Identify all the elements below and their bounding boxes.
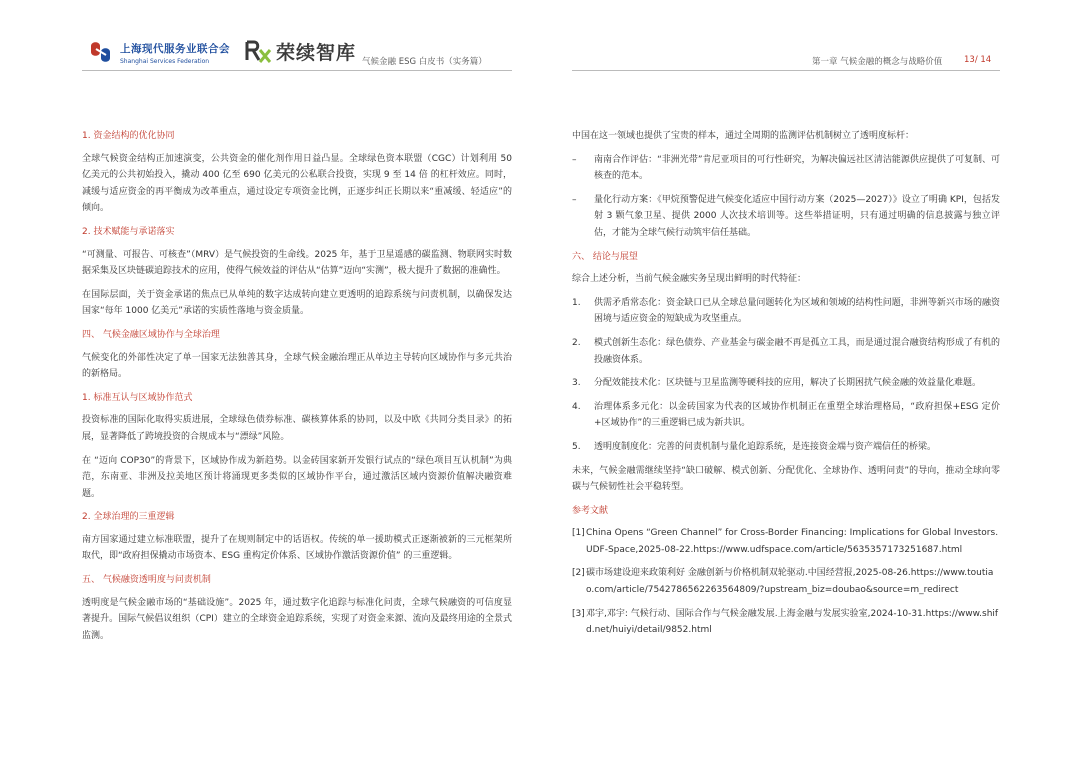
reference-marker: [1] (572, 528, 585, 539)
paragraph: “可测量、可报告、可核查”（MRV）是气候投资的生命线。2025 年，基于卫星遥感的碳监测、物联网实时数据采集及区块链碳追踪技术的应用，使得气候效益的评估从“估算”迈向“实测”，极大提升了数据的准确性。 (82, 249, 512, 277)
federation-name (120, 41, 230, 65)
paragraph: 全球气候资金结构正加速演变，公共资金的催化剂作用日益凸显。全球绿色资本联盟（CGC）计划利用 50 亿美元的公共初始投入，撬动 400 亿至 690 亿美元的公私联合投资，实现 9 至 14 倍 的杠杆效应。同时，减缓与适应资金的再平衡成为改革重点，通过设定专项资金比例，正逐步纠正长期以来“重减缓、轻适应”的倾向。 (82, 153, 512, 214)
list-marker: – (572, 194, 577, 205)
reference-item (572, 606, 1000, 639)
list-text: 透明度制度化：完善的问责机制与量化追踪系统，是连接资金端与资产端信任的桥梁。 (594, 441, 937, 452)
rx-brand-logo-icon (244, 38, 272, 64)
page-number: 13/ 14 (964, 55, 992, 65)
list-text: 供需矛盾常态化：资金缺口已从全球总量问题转化为区域和领域的结构性问题，非洲等新兴市场的融资困境与适应资金的短缺成为攻坚重点。 (594, 297, 1000, 325)
right-column (572, 128, 1000, 646)
chapter-title: 第一章 气候金融的概念与战略价值 (812, 57, 943, 67)
list-marker: 5. (572, 441, 581, 452)
list-text: 分配效能技术化：区块链与卫星监测等硬科技的应用，解决了长期困扰气候金融的效益量化难题。 (594, 378, 982, 389)
list-text: 治理体系多元化：以金砖国家为代表的区域协作机制正在重塑全球治理格局，“政府担保+ESG 定价+区域协作”的三重逻辑已成为新共识。 (594, 401, 1000, 429)
list-item (572, 335, 1000, 368)
list-text: 模式创新生态化：绿色债券、产业基金与碳金融不再是孤立工具，而是通过混合融资结构形成了有机的投融资体系。 (594, 337, 1000, 365)
paragraph: 投资标准的国际化取得实质进展，全球绿色债券标准、碳核算体系的协同，以及中欧《共同分类目录》的拓展，显著降低了跨境投资的合规成本与“漂绿”风险。 (82, 415, 512, 442)
federation-name-en: Shanghai Services Federation (120, 58, 210, 65)
reference-marker: [2] (572, 568, 585, 579)
section-heading: 2. 技术赋能与承诺落实 (82, 226, 175, 237)
list-item (572, 152, 1000, 185)
list-item (572, 375, 1000, 392)
list-marker: 3. (572, 378, 581, 389)
document-title: 气候金融 ESG 白皮书（实务篇） (362, 57, 487, 67)
header-divider-left (82, 70, 512, 71)
paragraph: 在国际层面，关于资金承诺的焦点已从单纯的数字达成转向建立更透明的追踪系统与问责机制，以确保发达国家“每年 1000 亿美元”承诺的实质性落地与资金质量。 (82, 289, 512, 317)
reference-marker: [3] (572, 608, 585, 619)
reference-text: 碳市场建设迎来政策利好 金融创新与价格机制双轮驱动.中国经营报,2025-08-26.https://www.toutiao.com/article/7542786562263564809/?upstream_biz=doubao&source=m_redirect (586, 568, 994, 596)
list-marker: 4. (572, 401, 581, 412)
section-heading: 1. 标准互认与区域协作范式 (82, 392, 193, 403)
left-column (82, 128, 512, 651)
paragraph: 中国在这一领域也提供了宝贵的样本，通过全周期的监测评估机制树立了透明度标杆： (572, 131, 915, 141)
section-heading: 五、 气候融资透明度与问责机制 (82, 575, 211, 586)
header-divider-right (572, 70, 1000, 71)
section-heading: 1. 资金结构的优化协同 (82, 131, 175, 141)
paragraph: 气候变化的外部性决定了单一国家无法独善其身，全球气候金融治理正从单边主导转向区域协作与多元共治的新格局。 (82, 352, 512, 380)
list-text: 量化行动方案：《甲烷预警促进气候变化适应中国行动方案（2025—2027）》设立了明确 KPI，包括发射 3 颗气象卫星、提供 2000 人次技术培训等。这些举措证明，只有通过明确的信息披露与独立评估，才能为全球气候行动筑牢信任基础。 (594, 194, 1000, 238)
list-item (572, 192, 1000, 242)
brand-name: 荣续智库 (276, 42, 357, 64)
section-heading: 四、 气候金融区域协作与全球治理 (82, 329, 220, 340)
section-heading: 六、 结论与展望 (572, 251, 638, 262)
page-header (0, 0, 1080, 82)
reference-text: 邓宇,邓宇: 气候行动、国际合作与气候金融发展.上海金融与发展实验室,2024-10-31.https://www.shifd.net/huiyi/detail/9852.html (586, 608, 999, 636)
federation-name-cn: 上海现代服务业联合会 (120, 43, 230, 55)
list-marker: 2. (572, 337, 581, 348)
section-heading: 2. 全球治理的三重逻辑 (82, 512, 175, 523)
list-marker: 1. (572, 297, 581, 308)
federation-logo-icon (88, 40, 116, 64)
list-marker: – (572, 154, 577, 165)
paragraph: 南方国家通过建立标准联盟，提升了在规则制定中的话语权。传统的单一援助模式正逐渐被新的三元框架所取代，即“政府担保撬动市场资本、ESG 重构定价体系、区域协作激活资源价值” 的三重逻辑。 (82, 534, 512, 562)
list-item (572, 439, 1000, 456)
paragraph: 未来，气候金融需继续坚持“缺口破解、模式创新、分配优化、全球协作、透明问责”的导向，推动全球向零碳与气候韧性社会平稳转型。 (572, 465, 1000, 493)
references-heading: 参考文献 (572, 505, 609, 516)
reference-text: China Opens “Green Channel” for Cross-Border Financing: Implications for Global Investors.UDF-Space,2025-08-22.https://www.udfspace.com/article/5635357173251687.html (586, 528, 999, 555)
paragraph: 在 “迈向 COP30”的背景下，区域协作成为新趋势。以金砖国家新开发银行试点的“绿色项目互认机制”为典范，东南亚、非洲及拉美地区预计将涌现更多类似的区域协作平台，通过激活区域内资源价值解决融资难题。 (82, 455, 512, 499)
list-item (572, 295, 1000, 328)
reference-item (572, 565, 1000, 598)
paragraph: 透明度是气候金融市场的“基础设施”。2025 年，通过数字化追踪与标准化问责，全球气候融资的可信度显著提升。国际气候倡议组织（CPI）建立的全球资金追踪系统，实现了对资金来源、流向及最终用途的全景式监测。 (82, 597, 512, 641)
reference-item (572, 525, 1000, 558)
list-text: 南南合作评估：“非洲光带”肯尼亚项目的可行性研究，为解决偏远社区清洁能源供应提供了可复制、可核查的范本。 (594, 154, 1000, 182)
list-item (572, 399, 1000, 432)
paragraph: 综合上述分析，当前气候金融实务呈现出鲜明的时代特征： (572, 274, 807, 285)
